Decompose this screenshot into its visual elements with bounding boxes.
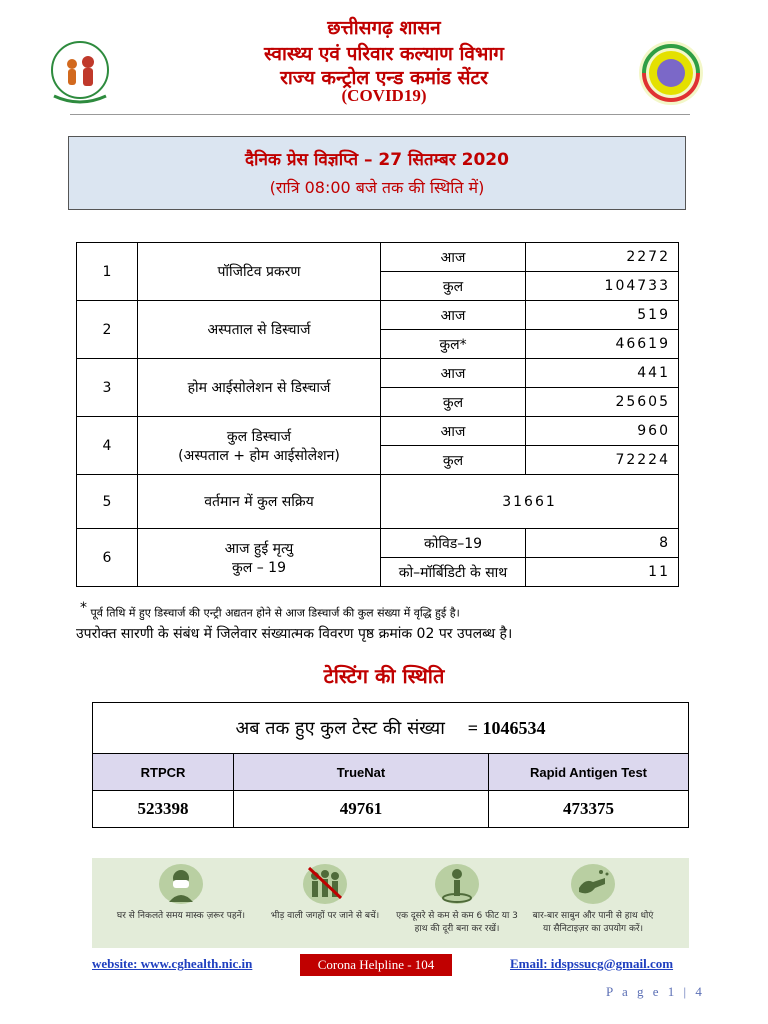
table-row bbox=[77, 359, 679, 388]
total-tests-cell bbox=[93, 703, 689, 754]
banner-item-mask bbox=[116, 864, 246, 921]
row-value: 72224 bbox=[526, 446, 679, 475]
table-row bbox=[93, 791, 689, 828]
table-row bbox=[77, 301, 679, 330]
press-release-title: दैनिक प्रेस विज्ञप्ति – 27 सितम्बर 2020 bbox=[245, 150, 509, 170]
row-sublabel: कुल bbox=[381, 446, 526, 475]
email-link[interactable]: Email: idspssucg@gmail.com bbox=[510, 956, 674, 971]
row-label: वर्तमान में कुल सक्रिय bbox=[138, 475, 381, 529]
government-title: छत्तीसगढ़ शासन bbox=[327, 17, 441, 39]
rtpcr-value: 523398 bbox=[93, 791, 234, 828]
row-label bbox=[138, 529, 381, 587]
row-sublabel: आज bbox=[381, 301, 526, 330]
header-divider bbox=[70, 114, 690, 115]
total-tests-value: = 1046534 bbox=[467, 718, 546, 738]
row-sublabel: कुल bbox=[381, 388, 526, 417]
crowd-icon bbox=[303, 864, 347, 904]
awareness-banner bbox=[92, 858, 689, 948]
row-value: 960 bbox=[526, 417, 679, 446]
row-sublabel: आज bbox=[381, 417, 526, 446]
row-value: 2272 bbox=[526, 243, 679, 272]
truenat-value: 49761 bbox=[234, 791, 489, 828]
discharge-footnote bbox=[80, 600, 460, 621]
department-title: स्वास्थ्य एवं परिवार कल्याण विभाग bbox=[264, 43, 504, 65]
row-sublabel: को–मॉर्बिडिटी के साथ bbox=[381, 558, 526, 587]
row-number: 1 bbox=[77, 243, 138, 301]
testing-table bbox=[92, 702, 689, 828]
row-value: 46619 bbox=[526, 330, 679, 359]
row-number: 6 bbox=[77, 529, 138, 587]
page-number: P a g e 1 | 4 bbox=[606, 984, 705, 999]
row-label: पॉजिटिव प्रकरण bbox=[138, 243, 381, 301]
row-number: 2 bbox=[77, 301, 138, 359]
distance-icon bbox=[435, 864, 479, 904]
row-value: 104733 bbox=[526, 272, 679, 301]
table-row bbox=[77, 417, 679, 446]
row-label-line: कुल – 19 bbox=[232, 559, 286, 576]
testing-section-title: टेस्टिंग की स्थिति bbox=[323, 664, 445, 688]
website-link[interactable]: website: www.cghealth.nic.in bbox=[92, 956, 253, 971]
row-label: अस्पताल से डिस्चार्ज bbox=[138, 301, 381, 359]
table-row bbox=[77, 243, 679, 272]
row-sublabel: कोविड–19 bbox=[381, 529, 526, 558]
total-tests-label: अब तक हुए कुल टेस्ट की संख्या bbox=[235, 718, 445, 739]
row-sublabel: आज bbox=[381, 359, 526, 388]
row-sublabel: कुल* bbox=[381, 330, 526, 359]
centre-title: राज्य कन्ट्रोल एन्ड कमांड सेंटर bbox=[280, 67, 488, 89]
table-row bbox=[93, 703, 689, 754]
covid-stats-table bbox=[76, 242, 679, 587]
footnote-star: * bbox=[80, 600, 87, 616]
row-value: 25605 bbox=[526, 388, 679, 417]
banner-item-handwash bbox=[528, 864, 658, 934]
row-label bbox=[138, 417, 381, 475]
banner-item-text: बार-बार साबुन और पानी से हाथ धोएं या सैनिटाइज़र का उपयोग करें। bbox=[532, 911, 654, 934]
rapid-antigen-header: Rapid Antigen Test bbox=[489, 754, 689, 791]
table-row bbox=[77, 529, 679, 558]
row-label-line: (अस्पताल + होम आईसोलेशन) bbox=[178, 447, 340, 464]
row-value: 31661 bbox=[381, 475, 679, 529]
press-release-box bbox=[68, 136, 686, 210]
mask-icon bbox=[159, 864, 203, 904]
row-sublabel: कुल bbox=[381, 272, 526, 301]
banner-item-text: भीड़ वाली जगहों पर जाने से बचें। bbox=[270, 911, 380, 921]
table-row bbox=[77, 475, 679, 529]
table-row bbox=[93, 754, 689, 791]
banner-item-crowd bbox=[260, 864, 390, 921]
press-release-subtitle: (रात्रि 08:00 बजे तक की स्थिति में) bbox=[269, 178, 485, 197]
row-label-line: आज हुई मृत्यु bbox=[224, 540, 294, 557]
banner-item-distance bbox=[392, 864, 522, 934]
handwash-icon bbox=[571, 864, 615, 904]
truenat-header: TrueNat bbox=[234, 754, 489, 791]
covid-title: (COVID19) bbox=[341, 86, 427, 105]
row-label-line: कुल डिस्चार्ज bbox=[226, 428, 292, 445]
district-details-note: उपरोक्त सारणी के संबंध में जिलेवार संख्यात्मक विवरण पृष्ठ क्रमांक 02 पर उपलब्ध है। bbox=[76, 626, 513, 642]
row-value: 519 bbox=[526, 301, 679, 330]
helpline-badge: Corona Helpline - 104 bbox=[300, 954, 452, 976]
footnote-text: पूर्व तिथि में हुए डिस्चार्ज की एन्ट्री अद्यतन होने से आज डिस्चार्ज की कुल संख्या में वृद्धि हुई है। bbox=[90, 606, 460, 620]
rtpcr-header: RTPCR bbox=[93, 754, 234, 791]
row-label: होम आईसोलेशन से डिस्चार्ज bbox=[138, 359, 381, 417]
row-number: 4 bbox=[77, 417, 138, 475]
row-value: 11 bbox=[526, 558, 679, 587]
row-value: 8 bbox=[526, 529, 679, 558]
row-value: 441 bbox=[526, 359, 679, 388]
row-sublabel: आज bbox=[381, 243, 526, 272]
banner-item-text: घर से निकलते समय मास्क ज़रूर पहनें। bbox=[116, 911, 246, 921]
rapid-antigen-value: 473375 bbox=[489, 791, 689, 828]
row-number: 3 bbox=[77, 359, 138, 417]
row-number: 5 bbox=[77, 475, 138, 529]
banner-item-text: एक दूसरे से कम से कम 6 फीट या 3 हाथ की दूरी बना कर रखें। bbox=[396, 911, 518, 934]
